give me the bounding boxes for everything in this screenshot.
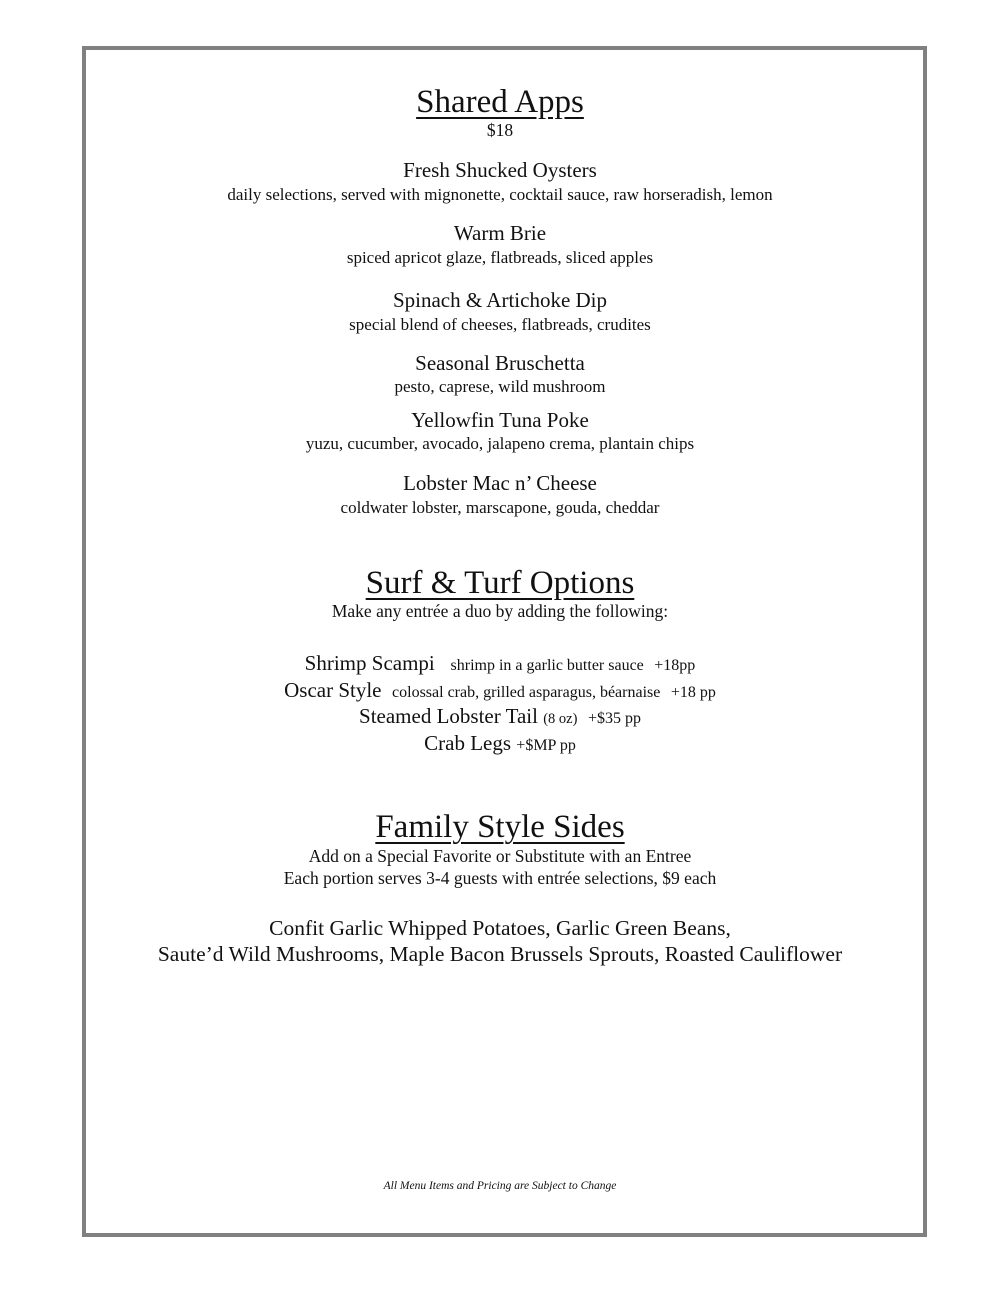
- option-description: colossal crab, grilled asparagus, béarnaise: [392, 684, 661, 701]
- surf-turf-option: [0, 706, 1000, 727]
- family-sides-title: Family Style Sides: [375, 809, 625, 845]
- menu-item-name: Yellowfin Tuna Poke: [411, 408, 589, 432]
- option-description: shrimp in a garlic butter sauce: [450, 657, 644, 674]
- menu-item-name: Fresh Shucked Oysters: [403, 158, 597, 182]
- surf-turf-option: [0, 680, 1000, 701]
- surf-turf-option: [0, 653, 1000, 674]
- family-sides-subtitle: Add on a Special Favorite or Substitute with an Entree: [308, 846, 692, 866]
- menu-item-name: Spinach & Artichoke Dip: [392, 288, 608, 312]
- sides-list-line: Saute’d Wild Mushrooms, Maple Bacon Brussels Sprouts, Roasted Cauliflower: [157, 942, 843, 966]
- menu-item-description: daily selections, served with mignonette, cocktail sauce, raw horseradish, lemon: [227, 185, 773, 204]
- option-price: +18 pp: [670, 684, 716, 701]
- option-description: (8 oz): [543, 711, 578, 727]
- menu-item-description: special blend of cheeses, flatbreads, crudites: [349, 315, 651, 334]
- menu-item-description: pesto, caprese, wild mushroom: [394, 377, 606, 396]
- menu-item-description: yuzu, cucumber, avocado, jalapeno crema, plantain chips: [305, 434, 695, 453]
- footer-disclaimer: All Menu Items and Pricing are Subject to Change: [383, 1180, 617, 1192]
- option-price: +$MP pp: [516, 737, 576, 754]
- menu-item-description: coldwater lobster, marscapone, gouda, cheddar: [340, 498, 660, 517]
- family-sides-subtitle: Each portion serves 3-4 guests with entrée selections, $9 each: [283, 868, 717, 888]
- shared-apps-price: $18: [486, 120, 514, 140]
- surf-turf-title: Surf & Turf Options: [365, 565, 635, 601]
- shared-apps-title: Shared Apps: [416, 84, 584, 120]
- option-name: Shrimp Scampi: [304, 651, 435, 675]
- menu-item-description: spiced apricot glaze, flatbreads, sliced apples: [346, 248, 654, 267]
- surf-turf-option: [0, 733, 1000, 754]
- option-name: Crab Legs: [424, 731, 512, 755]
- menu-item-name: Lobster Mac n’ Cheese: [403, 471, 597, 495]
- option-name: Steamed Lobster Tail: [359, 704, 538, 728]
- option-name: Oscar Style: [284, 678, 382, 702]
- sides-list-line: Confit Garlic Whipped Potatoes, Garlic Green Beans,: [269, 916, 731, 940]
- option-price: +18pp: [654, 657, 696, 674]
- menu-item-name: Seasonal Bruschetta: [415, 351, 585, 375]
- menu-item-name: Warm Brie: [453, 221, 547, 245]
- option-price: +$35 pp: [587, 710, 641, 727]
- surf-turf-subtitle: Make any entrée a duo by adding the following:: [331, 601, 669, 621]
